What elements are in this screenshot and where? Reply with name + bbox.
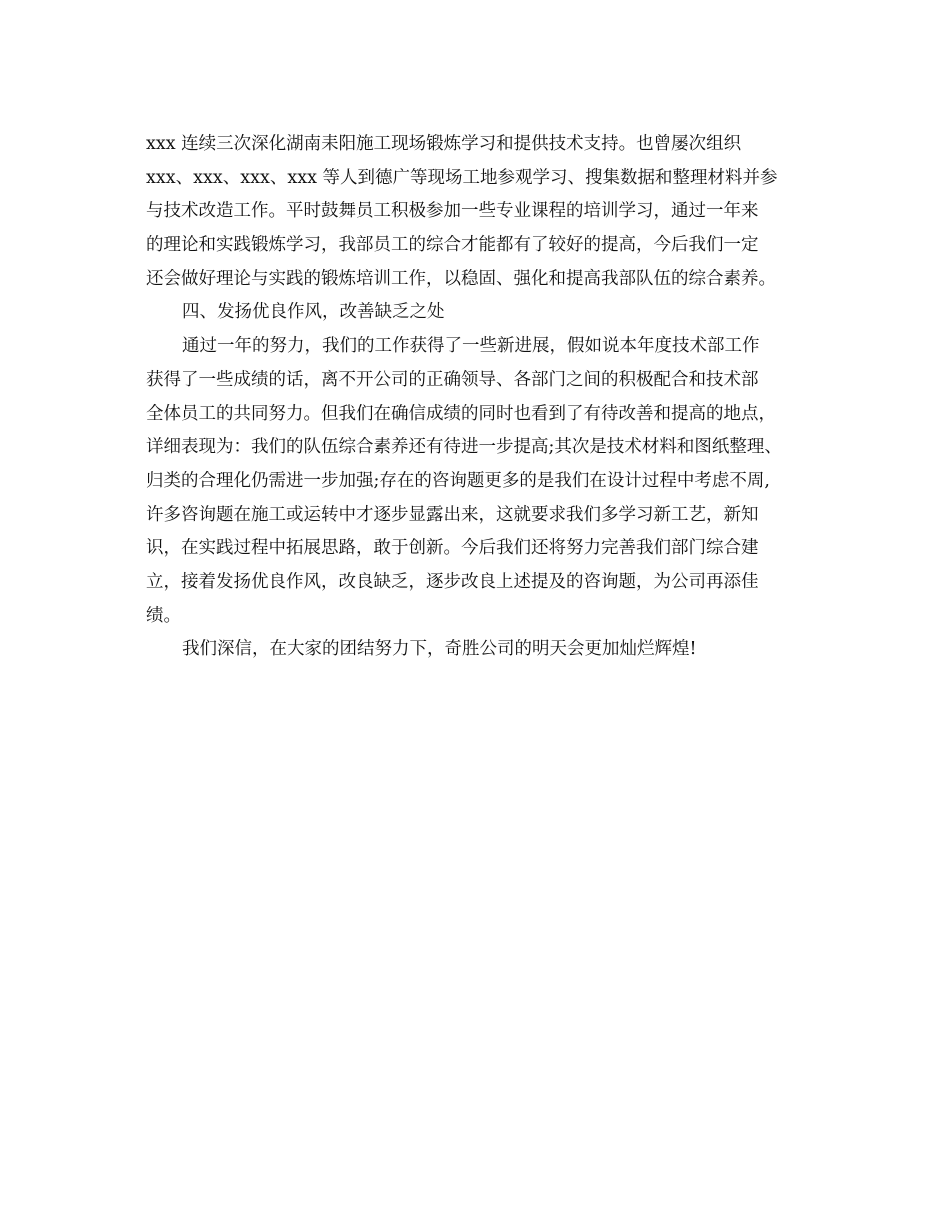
text-line: 立，接着发扬优良作风，改良缺乏，逐步改良上述提及的咨询题，为公司再添佳	[146, 571, 759, 592]
text-line: 详细表现为：我们的队伍综合素养还有待进一步提高;其次是技术材料和图纸整理、	[146, 437, 782, 458]
text-line: 绩。	[146, 605, 181, 626]
text-line: 归类的合理化仍需进一步加强;存在的咨询题更多的是我们在设计过程中考虑不周,	[146, 470, 770, 491]
text-line: 与技术改造工作。平时鼓舞员工积极参加一些专业课程的培训学习，通过一年来	[146, 201, 759, 222]
closing-line: 我们深信，在大家的团结努力下，奇胜公司的明天会更加灿烂辉煌!	[182, 639, 697, 660]
text-line: 的理论和实践锻炼学习，我部员工的综合才能都有了较好的提高，今后我们一定	[146, 235, 759, 256]
document-body	[146, 128, 826, 667]
text-line: xxx、xxx、xxx、xxx 等人到德广等现场工地参观学习、搜集数据和整理材料并参	[146, 167, 778, 188]
text-line: 全体员工的共同努力。但我们在确信成绩的同时也看到了有待改善和提高的地点，	[146, 403, 776, 424]
paragraph-first-line: 通过一年的努力，我们的工作获得了一些新进展，假如说本年度技术部工作	[182, 336, 760, 357]
text-line: 许多咨询题在施工或运转中才逐步显露出来，这就要求我们多学习新工艺，新知	[146, 504, 759, 525]
text-line: 获得了一些成绩的话，离不开公司的正确领导、各部门之间的积极配合和技术部	[146, 369, 759, 390]
text-line: 识，在实践过程中拓展思路，敢于创新。今后我们还将努力完善我们部门综合建	[146, 538, 759, 559]
text-line: 还会做好理论与实践的锻炼培训工作，以稳固、强化和提高我部队伍的综合素养。	[146, 268, 776, 289]
text-line: xxx 连续三次深化湖南耒阳施工现场锻炼学习和提供技术支持。也曾屡次组织	[146, 134, 742, 154]
section-heading: 四、发扬优良作风，改善缺乏之处	[182, 302, 445, 323]
